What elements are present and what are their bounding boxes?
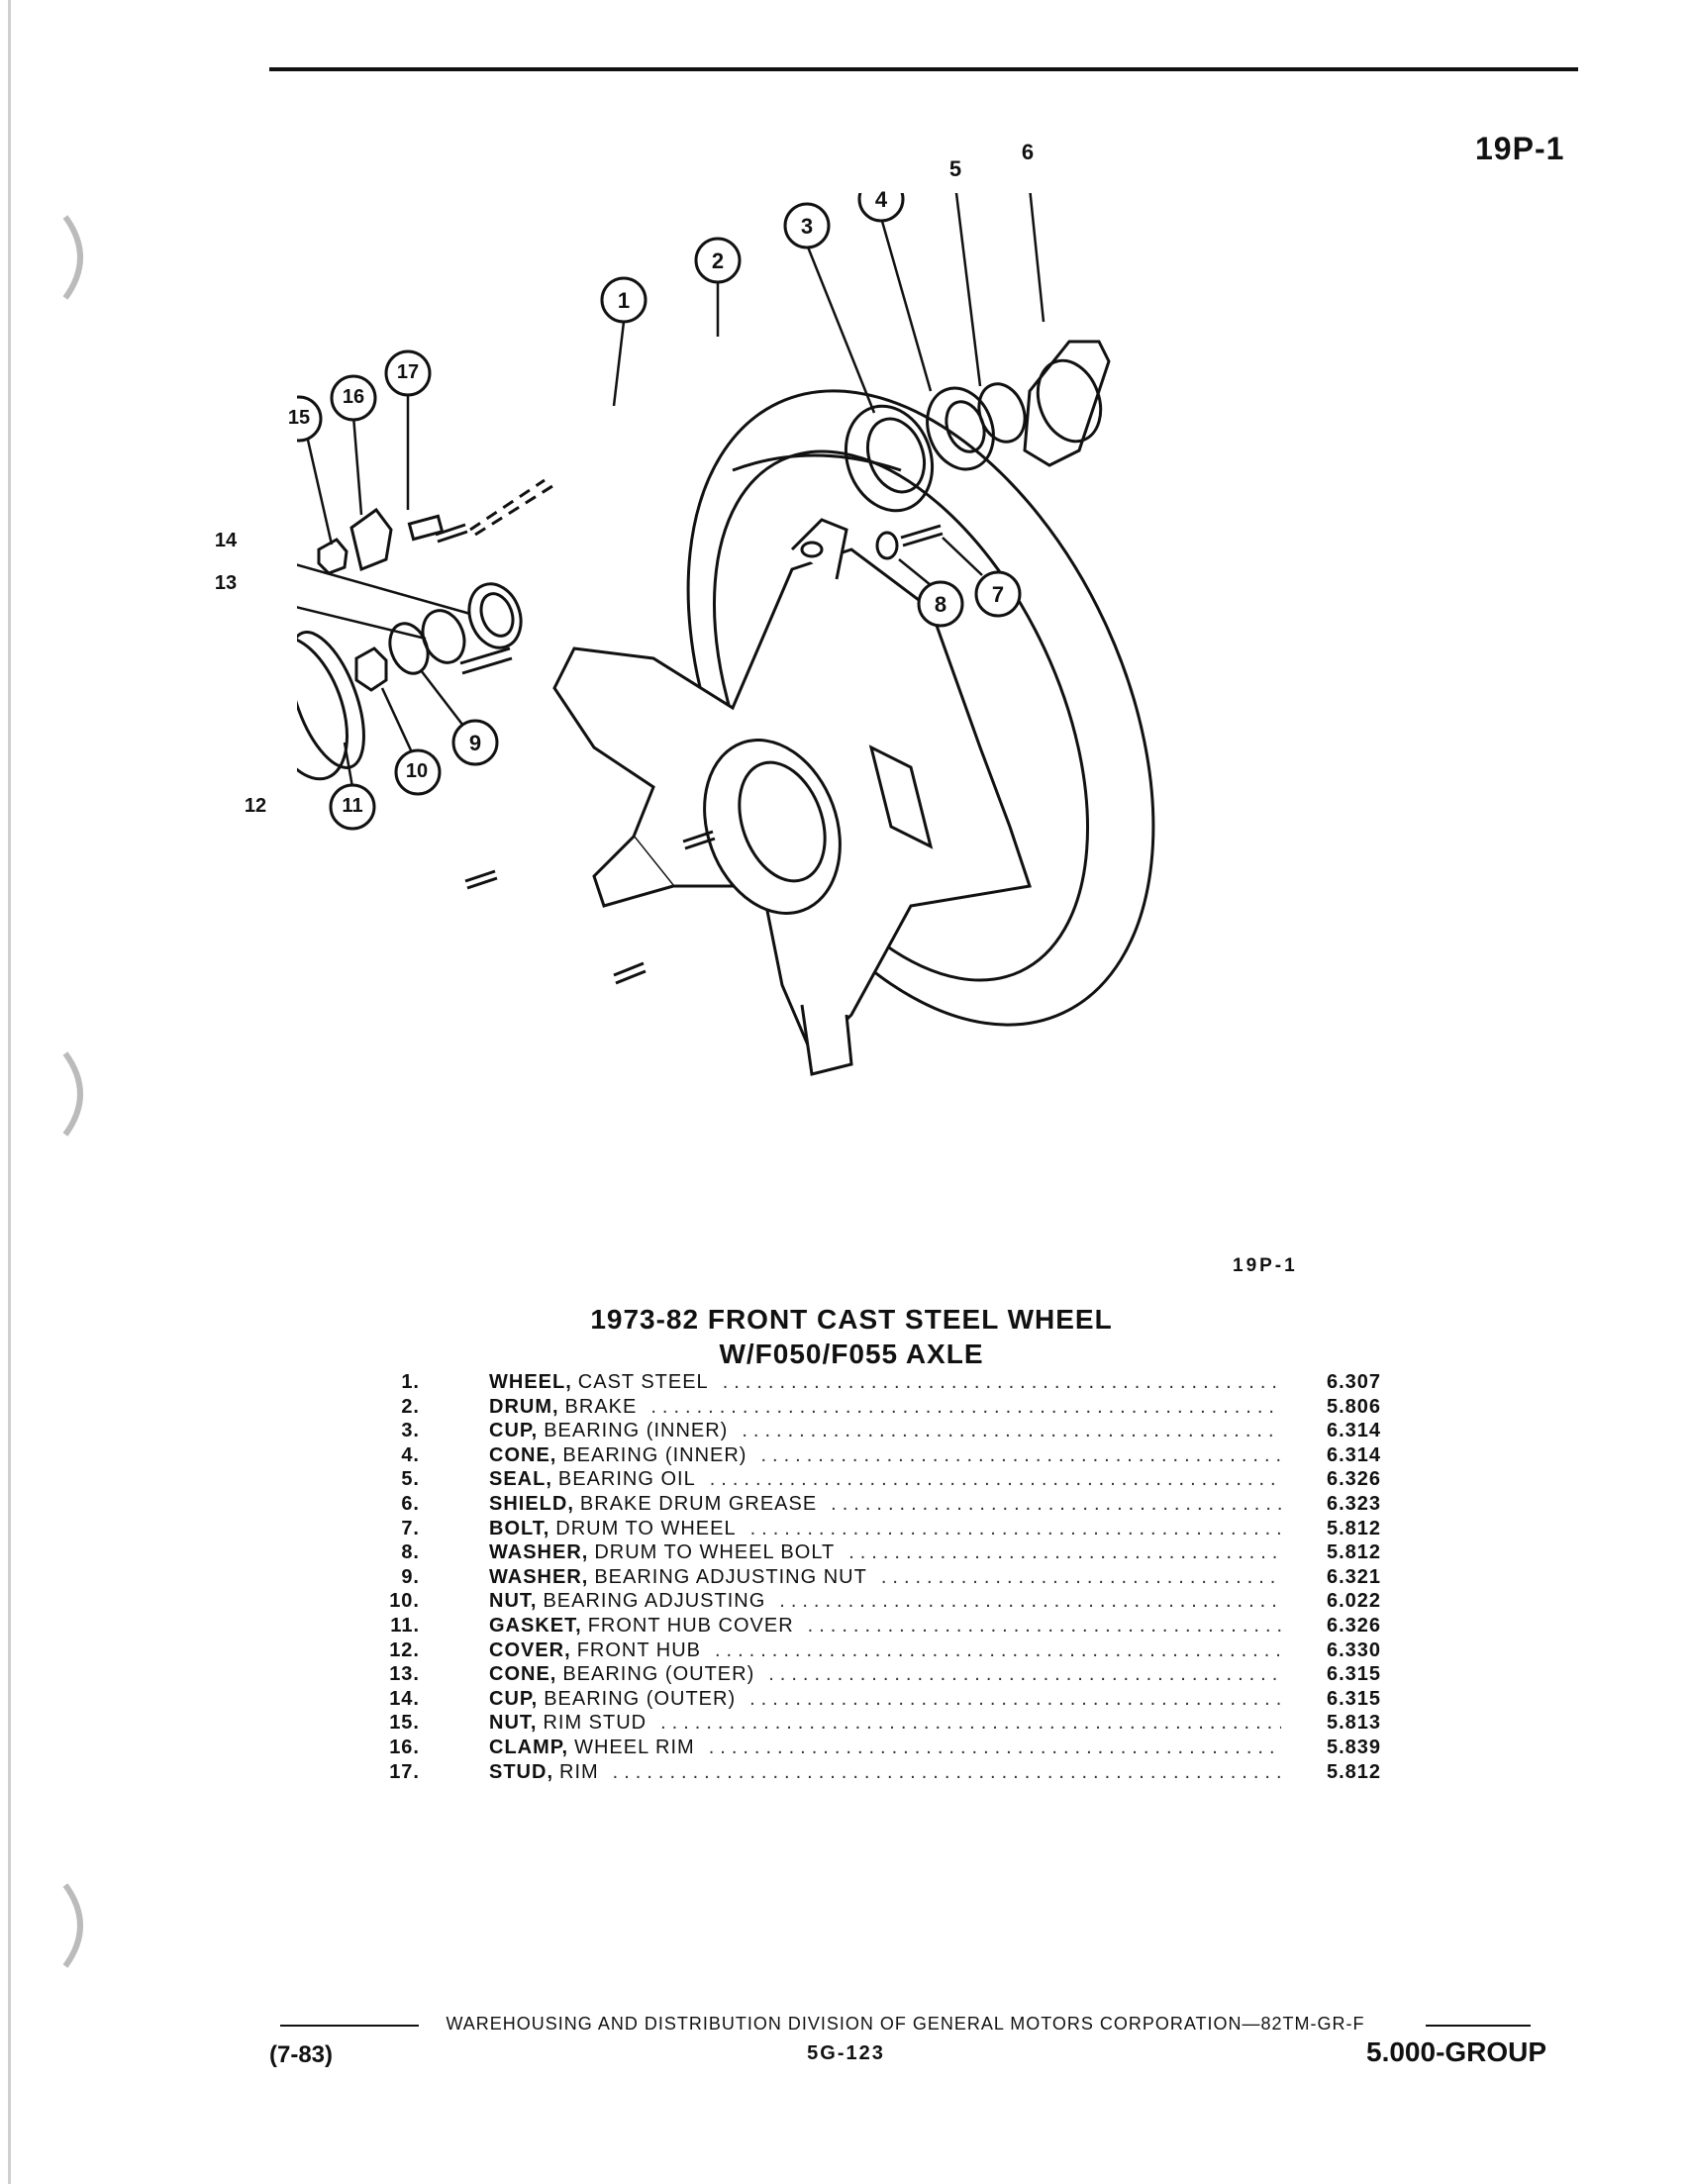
part-name: WASHER,	[489, 1541, 589, 1564]
part-detail: DRUM TO WHEEL	[555, 1517, 737, 1539]
part-description	[489, 1663, 1281, 1686]
dot-leader	[613, 1761, 1281, 1784]
part-number: 12.	[389, 1638, 420, 1661]
footer-page-number: 5G-123	[807, 2042, 885, 2064]
title-line-2: W/F050/F055 AXLE	[719, 1339, 984, 1369]
part-name: CUP,	[489, 1420, 539, 1442]
part-number: 4.	[401, 1443, 420, 1466]
part-detail: BEARING OIL	[557, 1468, 696, 1491]
callout-7: 7	[991, 582, 1005, 607]
dot-leader	[768, 1663, 1281, 1686]
part-description	[489, 1371, 1281, 1394]
dot-leader	[881, 1566, 1281, 1589]
part-number: 8.	[401, 1541, 420, 1564]
part-description	[489, 1615, 1281, 1638]
callout-3: 3	[800, 214, 814, 239]
figure-id: 19P-1	[1475, 131, 1565, 166]
outer-cup-drawing	[460, 576, 530, 654]
part-description	[489, 1396, 1281, 1419]
part-reference: 6.326	[1327, 1468, 1382, 1491]
part-detail: RIM	[559, 1760, 599, 1783]
dot-leader	[808, 1615, 1281, 1638]
part-detail: BEARING (INNER)	[562, 1443, 747, 1466]
dot-leader	[831, 1493, 1281, 1516]
callout-15: 15	[287, 407, 311, 429]
callout-10: 10	[405, 760, 429, 782]
part-number: 16.	[389, 1736, 420, 1758]
publisher-text: WAREHOUSING AND DISTRIBUTION DIVISION OF GENERAL MOTORS CORPORATION—82TM-GR-F	[440, 2014, 1370, 2034]
part-name: WASHER,	[489, 1565, 589, 1588]
dot-leader	[723, 1371, 1281, 1394]
part-reference: 6.314	[1327, 1443, 1382, 1466]
part-reference: 6.022	[1327, 1590, 1382, 1613]
rim-nut-drawing	[319, 540, 347, 573]
part-number: 14.	[389, 1687, 420, 1710]
part-number: 5.	[401, 1468, 420, 1491]
footer-publisher	[280, 2014, 1531, 2035]
parts-list-row	[376, 1737, 1426, 1761]
dot-leader	[779, 1590, 1281, 1613]
part-detail: FRONT HUB	[576, 1638, 701, 1661]
header-rule	[269, 67, 1578, 71]
part-description	[489, 1493, 1281, 1516]
part-name: BOLT,	[489, 1517, 550, 1539]
part-name: NUT,	[489, 1712, 538, 1735]
part-number: 9.	[401, 1565, 420, 1588]
gasket-drawing	[297, 623, 379, 777]
parts-list-row	[376, 1420, 1426, 1444]
parts-list-title	[416, 1302, 1287, 1371]
part-reference: 5.812	[1327, 1517, 1382, 1539]
part-reference: 5.806	[1327, 1395, 1382, 1418]
callout-16: 16	[342, 386, 365, 408]
part-detail: BEARING ADJUSTING NUT	[594, 1565, 867, 1588]
dot-leader	[750, 1518, 1281, 1540]
callout-11: 11	[342, 795, 363, 817]
part-detail: CAST STEEL	[577, 1371, 709, 1393]
part-detail: DRUM TO WHEEL BOLT	[594, 1541, 836, 1564]
part-name: CONE,	[489, 1443, 557, 1466]
parts-list-row	[376, 1566, 1426, 1591]
part-detail: RIM STUD	[543, 1712, 647, 1735]
dot-leader	[710, 1468, 1281, 1491]
part-description	[489, 1737, 1281, 1759]
part-name: COVER,	[489, 1638, 571, 1661]
dot-leader	[715, 1639, 1281, 1662]
part-description	[489, 1468, 1281, 1491]
callout-1: 1	[617, 288, 631, 313]
binder-hole-mark	[57, 213, 97, 302]
binder-edge	[8, 0, 11, 2184]
dot-leader	[742, 1420, 1281, 1442]
part-name: SEAL,	[489, 1468, 552, 1491]
callout-12: 12	[244, 795, 267, 817]
part-detail: BEARING (OUTER)	[544, 1687, 737, 1710]
dot-leader	[848, 1541, 1281, 1564]
part-description	[489, 1688, 1281, 1711]
callout-6: 6	[1021, 140, 1035, 164]
part-description	[489, 1566, 1281, 1589]
parts-list-row	[376, 1493, 1426, 1518]
parts-list-row	[376, 1396, 1426, 1421]
parts-list-row	[376, 1518, 1426, 1542]
part-reference: 6.323	[1327, 1492, 1382, 1515]
parts-list-row	[376, 1615, 1426, 1639]
part-detail: FRONT HUB COVER	[587, 1614, 794, 1637]
footer-group: 5.000-GROUP	[1366, 2036, 1547, 2067]
part-description	[489, 1420, 1281, 1442]
dot-leader	[749, 1688, 1281, 1711]
part-reference: 5.812	[1327, 1760, 1382, 1783]
dot-leader	[760, 1444, 1281, 1467]
title-line-1: 1973-82 FRONT CAST STEEL WHEEL	[590, 1304, 1113, 1335]
part-reference: 6.326	[1327, 1614, 1382, 1637]
part-name: CONE,	[489, 1663, 557, 1686]
part-description	[489, 1518, 1281, 1540]
callout-4: 4	[874, 187, 888, 212]
part-number: 15.	[389, 1712, 420, 1735]
part-name: SHIELD,	[489, 1492, 574, 1515]
part-reference: 6.315	[1327, 1663, 1382, 1686]
part-description	[489, 1590, 1281, 1613]
parts-list-row	[376, 1663, 1426, 1688]
dot-leader	[650, 1396, 1281, 1419]
part-reference: 5.839	[1327, 1736, 1382, 1758]
part-description	[489, 1639, 1281, 1662]
part-name: CLAMP,	[489, 1736, 569, 1758]
part-description	[489, 1761, 1281, 1784]
parts-list-row	[376, 1468, 1426, 1493]
part-number: 2.	[401, 1395, 420, 1418]
part-detail: BEARING (INNER)	[544, 1420, 729, 1442]
parts-list	[376, 1371, 1426, 1785]
part-name: CUP,	[489, 1687, 539, 1710]
part-number: 1.	[401, 1371, 420, 1393]
part-number: 3.	[401, 1420, 420, 1442]
part-reference: 6.307	[1327, 1371, 1382, 1393]
part-name: WHEEL,	[489, 1371, 572, 1393]
part-reference: 6.321	[1327, 1565, 1382, 1588]
parts-list-row	[376, 1712, 1426, 1737]
part-detail: BRAKE DRUM GREASE	[579, 1492, 818, 1515]
part-number: 7.	[401, 1517, 420, 1539]
part-reference: 6.314	[1327, 1420, 1382, 1442]
part-detail: BEARING ADJUSTING	[543, 1590, 766, 1613]
part-reference: 5.813	[1327, 1712, 1382, 1735]
part-name: STUD,	[489, 1760, 553, 1783]
part-description	[489, 1541, 1281, 1564]
part-number: 13.	[389, 1663, 420, 1686]
binder-hole-mark	[57, 1881, 97, 1970]
adjusting-nut-drawing	[356, 648, 386, 690]
part-number: 10.	[389, 1590, 420, 1613]
figure-caption: 19P-1	[1233, 1255, 1298, 1276]
part-detail: BEARING (OUTER)	[562, 1663, 755, 1686]
adjusting-washer-drawing	[383, 618, 435, 678]
part-number: 17.	[389, 1760, 420, 1783]
parts-list-row	[376, 1444, 1426, 1469]
wheel-clamp-drawing	[351, 510, 391, 569]
callout-5: 5	[948, 156, 962, 181]
part-description	[489, 1444, 1281, 1467]
callout-8: 8	[934, 592, 947, 617]
callout-9: 9	[468, 731, 482, 755]
parts-list-row	[376, 1541, 1426, 1566]
oil-seal-drawing	[971, 377, 1033, 447]
part-reference: 6.315	[1327, 1687, 1382, 1710]
callout-13: 13	[214, 572, 238, 594]
callout-14: 14	[214, 530, 238, 551]
part-number: 11.	[390, 1614, 420, 1637]
exploded-view-illustration	[297, 193, 1584, 1183]
parts-list-row	[376, 1590, 1426, 1615]
part-description	[489, 1712, 1281, 1735]
part-detail: WHEEL RIM	[574, 1736, 695, 1758]
part-name: DRUM,	[489, 1395, 559, 1418]
parts-list-row	[376, 1371, 1426, 1396]
dot-leader	[660, 1712, 1281, 1735]
parts-list-row	[376, 1639, 1426, 1664]
parts-list-row	[376, 1688, 1426, 1713]
parts-list-row	[376, 1761, 1426, 1786]
part-detail: BRAKE	[564, 1395, 638, 1418]
part-reference: 5.812	[1327, 1541, 1382, 1564]
part-name: GASKET,	[489, 1614, 582, 1637]
dot-leader	[709, 1737, 1281, 1759]
footer-date-code: (7-83)	[269, 2041, 334, 2068]
part-number: 6.	[401, 1492, 420, 1515]
binder-hole-mark	[57, 1049, 97, 1139]
callout-17: 17	[396, 361, 420, 383]
part-reference: 6.330	[1327, 1638, 1382, 1661]
callout-2: 2	[711, 248, 725, 273]
part-name: NUT,	[489, 1590, 538, 1613]
